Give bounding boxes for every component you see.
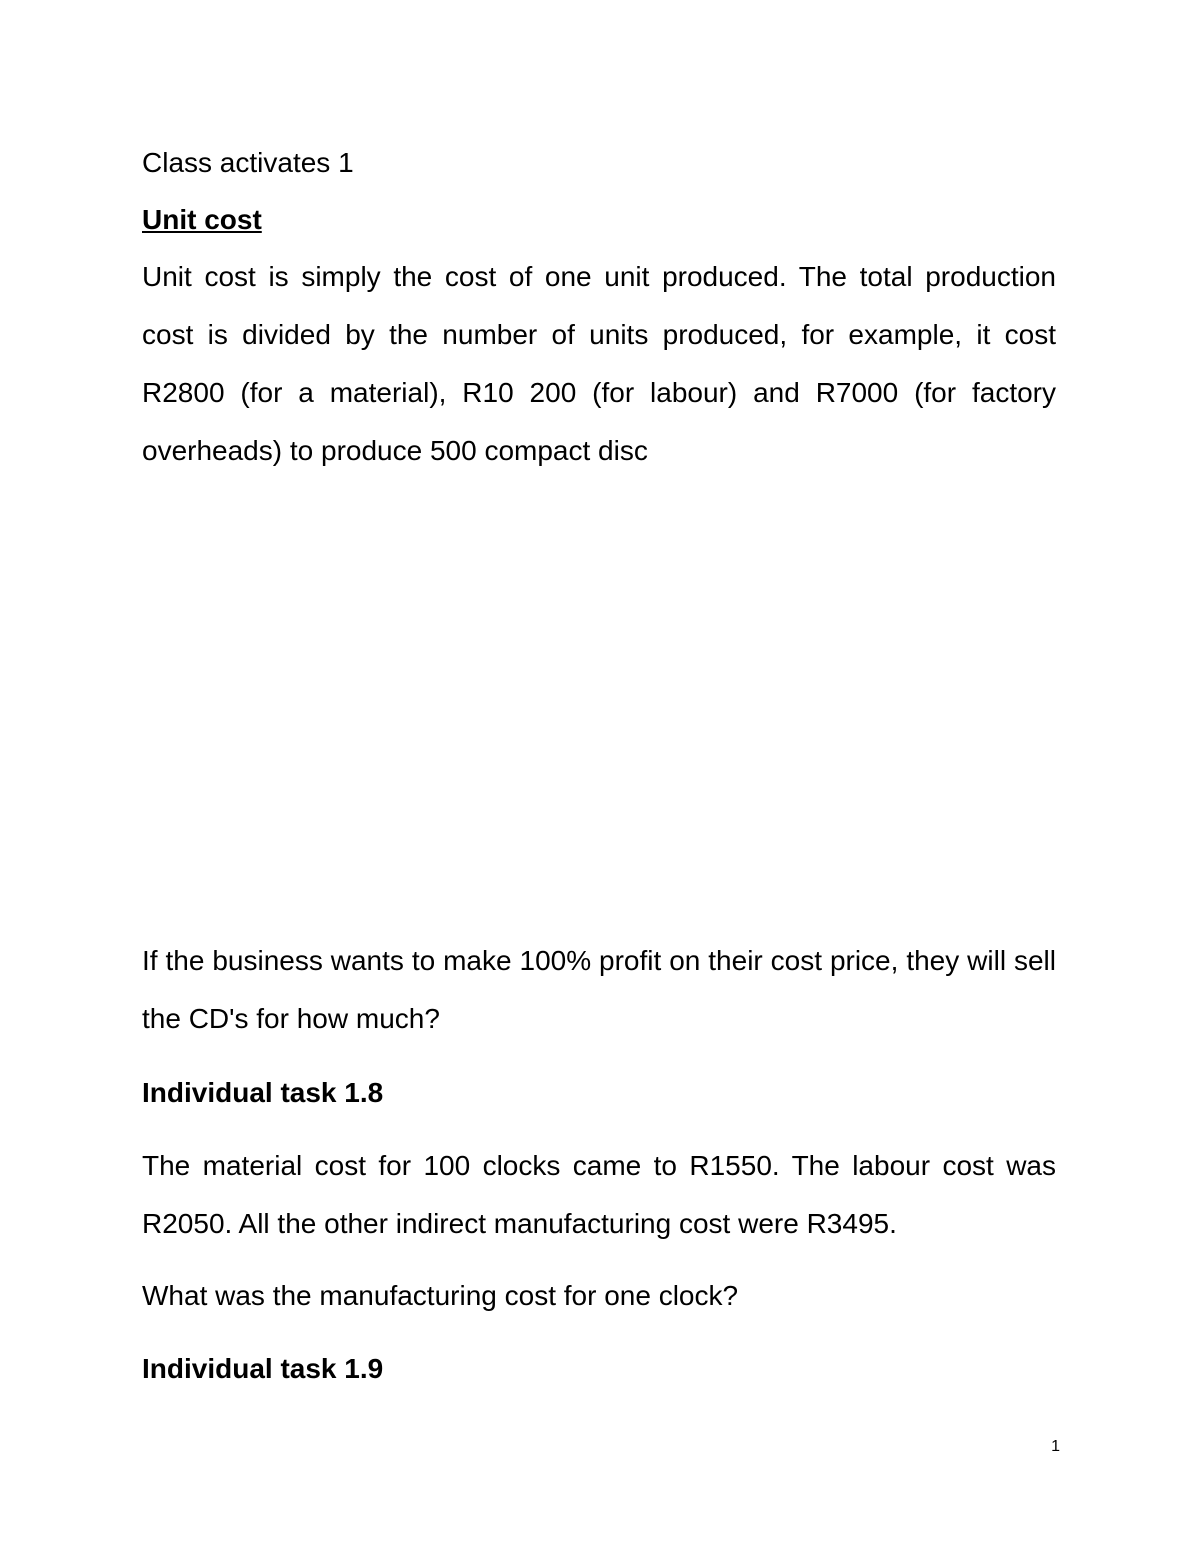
profit-question: If the business wants to make 100% profit on their cost price, they will sell the CD's for how much? (142, 945, 1056, 1034)
intro-paragraph: Unit cost is simply the cost of one unit produced. The total production cost is divided by the number of units produced, for example, it cost R2800 (for a material), R10 200 (for labour) and R7000 (for factory overheads) to produce 500 compact disc (142, 261, 1056, 466)
title-line: Class activates 1 (142, 147, 354, 178)
task-1-8-heading: Individual task 1.8 (142, 1077, 384, 1108)
task-1-9-heading: Individual task 1.9 (142, 1353, 384, 1384)
page-number: 1 (1051, 1438, 1060, 1455)
section-heading-unit-cost: Unit cost (142, 204, 262, 235)
task-1-8-paragraph: The material cost for 100 clocks came to R1550. The labour cost was R2050. All the other indirect manufacturing cost were R3495. (142, 1150, 1056, 1239)
task-1-8-question: What was the manufacturing cost for one clock? (142, 1280, 739, 1311)
